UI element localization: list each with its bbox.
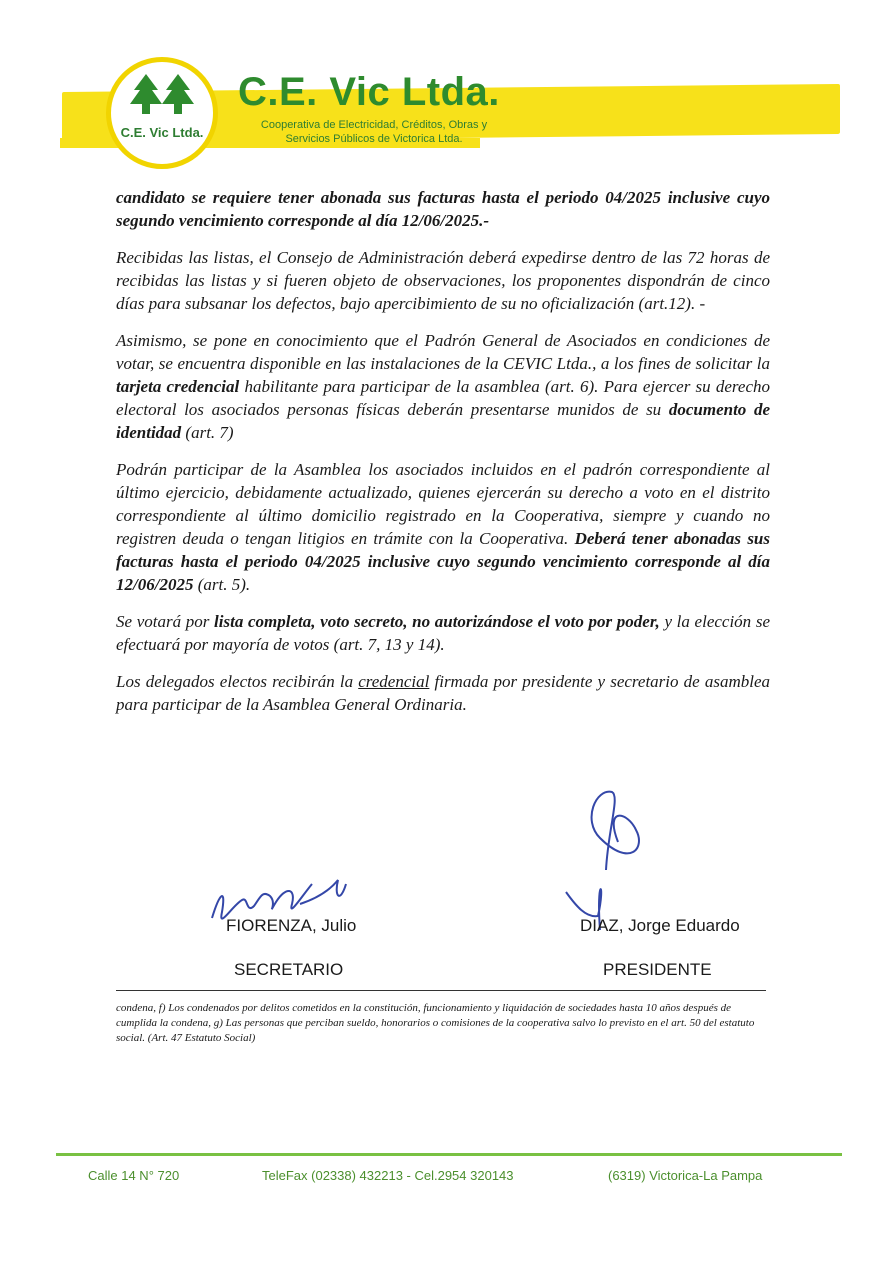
president-role: PRESIDENTE [603, 960, 712, 979]
president-name: DIAZ, Jorge Eduardo [580, 916, 740, 935]
brand-name: C.E. Vic Ltda. [238, 70, 500, 114]
secretary-signature [212, 880, 346, 919]
p6-underline-credencial: credencial [358, 672, 430, 691]
paragraph-2: Recibidas las listas, el Consejo de Administración deberá expedirse dentro de las 72 horas de recibidas las listas y si fueren objeto de observaciones, los proponentes dispondrán de cinco días para subsanar los defectos, bajo apercibimiento de su no oficialización (art.12). - [116, 248, 770, 313]
p5-bold-lista: lista completa, voto secreto, no autorizándose el voto por poder, [214, 612, 660, 631]
subtitle-line-1: Cooperativa de Electricidad, Créditos, Obras y [260, 119, 488, 131]
paragraph-1: candidato se requiere tener abonada sus facturas hasta el periodo 04/2025 inclusive cuyo segundo vencimiento corresponde al día 12/06/2025.- [116, 188, 770, 230]
p3-text-a: Asimismo, se pone en conocimiento que el Padrón General de Asociados en condiciones de votar, se encuentra disponible en las instalaciones de la CEVIC Ltda., a los fines de solicitar la [116, 331, 770, 373]
p5-text-c: y la elección se efectuará por mayoría de votos (art. 7, 13 y 14). [116, 612, 771, 654]
president-signature [566, 792, 639, 930]
footer-address: Calle 14 N° 720 [88, 1168, 180, 1183]
secretary-role: SECRETARIO [234, 960, 344, 979]
footer-divider [56, 1153, 842, 1156]
footnote: condena, f) Los condenados por delitos cometidos en la constitución, funcionamiento y liquidación de sociedades hasta 10 años después de cumplida la condena, g) Las personas que perciban sueldo, honorarios o comisiones de la cooperativa salvo lo previsto en el art. 50 del estatuto social. (Art. 47 Estatuto Social) [116, 1002, 755, 1044]
p6-text-a: Los delegados electos recibirán la [116, 672, 359, 691]
footer-phone: TeleFax (02338) 432213 - Cel.2954 320143 [262, 1168, 514, 1183]
subtitle-line-2: Servicios Públicos de Victorica Ltda. [285, 133, 463, 145]
p3-bold-documento: documento de identidad [116, 400, 770, 442]
p3-text-c: habilitante para participar de la asamblea (art. 6). Para ejercer su derecho electoral los asociados personas físicas deberán presentarse munidos de su [116, 377, 771, 419]
secretary-name: FIORENZA, Julio [226, 916, 357, 935]
logo-label: C.E. Vic Ltda. [120, 125, 204, 140]
p6-text-c: firmada por presidente y secretario de asamblea para participar de la Asamblea General Ordinaria. [116, 672, 770, 714]
p3-text-e: (art. 7) [181, 423, 234, 442]
footer-city: (6319) Victorica-La Pampa [608, 1168, 763, 1183]
p3-bold-credencial: tarjeta credencial [116, 377, 240, 396]
p5-text-a: Se votará por [116, 612, 215, 631]
p4-text-a: Podrán participar de la Asamblea los asociados incluidos en el padrón correspondiente al último ejercicio, debidamente actualizado, quienes ejercerán su derecho a voto en el distrito correspondiente al último domicilio registrado en la Cooperativa, siempre y cuando no registren deuda o tengan litigios en trámite con la Cooperativa. [116, 460, 770, 548]
p4-bold-facturas: Deberá tener abonadas sus facturas hasta el periodo 04/2025 inclusive cuyo segundo vencimiento corresponde al día 12/06/2025 [116, 529, 771, 594]
p4-text-c: (art. 5). [193, 575, 251, 594]
footnote-divider [116, 990, 766, 991]
